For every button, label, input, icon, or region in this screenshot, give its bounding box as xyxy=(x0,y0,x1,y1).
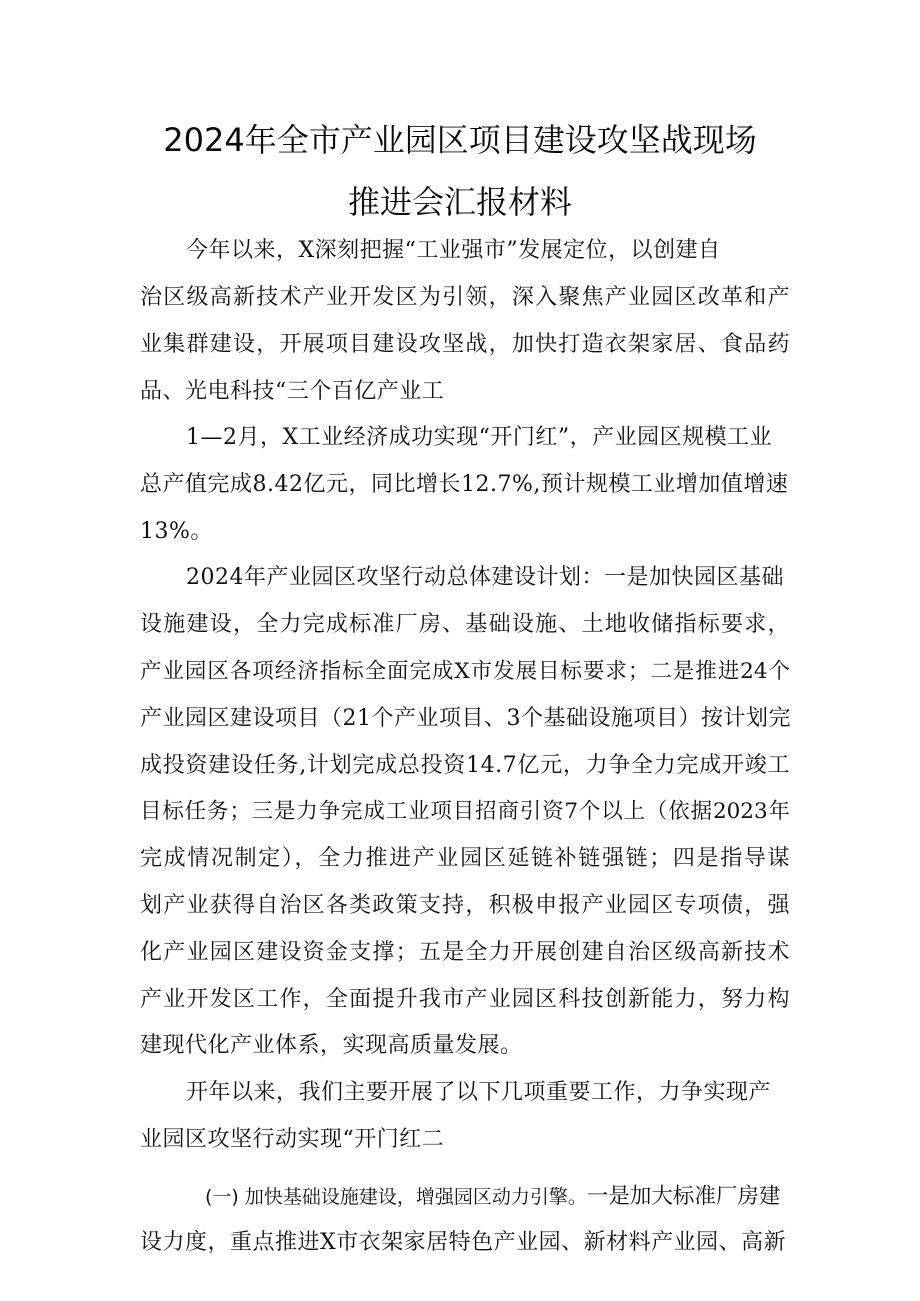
document-title-line-1: 2024年全市产业园区项目建设攻坚战现场 xyxy=(163,121,757,159)
section-heading: (一) 加快基础设施建设，增强园区动力引擎。 xyxy=(205,1186,587,1208)
paragraph-line: 治区级高新技术产业开发区为引领，深入聚焦产业园区改革和产 xyxy=(140,285,790,310)
paragraph-line: 产业园区建设项目（21个产业项目、3个基础设施项目）按计划完 xyxy=(140,706,791,731)
paragraph-line: 今年以来，X深刻把握“工业强市”发展定位，以创建自 xyxy=(186,238,721,263)
paragraph-line: 产业开发区工作，全面提升我市产业园区科技创新能力，努力构 xyxy=(140,987,790,1012)
section-heading-continuation: 一是加大标准厂房建 xyxy=(586,1184,781,1209)
paragraph-line: 产业园区各项经济指标全面完成X市发展目标要求；二是推进24个 xyxy=(140,659,790,684)
paragraph-line: 13%。 xyxy=(140,519,213,544)
paragraph-line: 成投资建设任务,计划完成总投资14.7亿元，力争全力完成开竣工 xyxy=(140,753,790,778)
paragraph-line: 业园区攻坚行动实现“开门红二 xyxy=(140,1127,445,1152)
paragraph-line-heading xyxy=(205,1182,790,1212)
document-title-line-2: 推进会汇报材料 xyxy=(347,183,572,221)
paragraph-line: 开年以来，我们主要开展了以下几项重要工作，力争实现产 xyxy=(186,1080,772,1105)
paragraph-line: 化产业园区建设资金支撑；五是全力开展创建自治区级高新技术 xyxy=(140,940,790,965)
paragraph-line: 完成情况制定），全力推进产业园区延链补链强链；四是指导谋 xyxy=(140,846,790,871)
paragraph-line: 划产业获得自治区各类政策支持，积极申报产业园区专项债，强 xyxy=(140,893,790,918)
paragraph-line: 业集群建设，开展项目建设攻坚战，加快打造衣架家居、食品药 xyxy=(140,332,790,357)
paragraph-line: 设施建设，全力完成标准厂房、基础设施、土地收储指标要求， xyxy=(140,612,790,637)
paragraph-line: 1—2月，X工业经济成功实现“开门红”，产业园区规模工业 xyxy=(186,425,773,450)
paragraph-line: 目标任务；三是力争完成工业项目招商引资7个以上（依据2023年 xyxy=(140,799,790,824)
paragraph-line: 设力度，重点推进X市衣架家居特色产业园、新材料产业园、高新 xyxy=(140,1230,787,1255)
paragraph-line: 2024年产业园区攻坚行动总体建设计划：一是加快园区基础 xyxy=(186,565,784,590)
paragraph-line: 总产值完成8.42亿元，同比增长12.7%,预计规模工业增加值增速 xyxy=(140,472,789,497)
paragraph-line: 品、光电科技“三个百亿产业工 xyxy=(140,379,445,404)
paragraph-line: 建现代化产业体系，实现高质量发展。 xyxy=(140,1033,523,1058)
